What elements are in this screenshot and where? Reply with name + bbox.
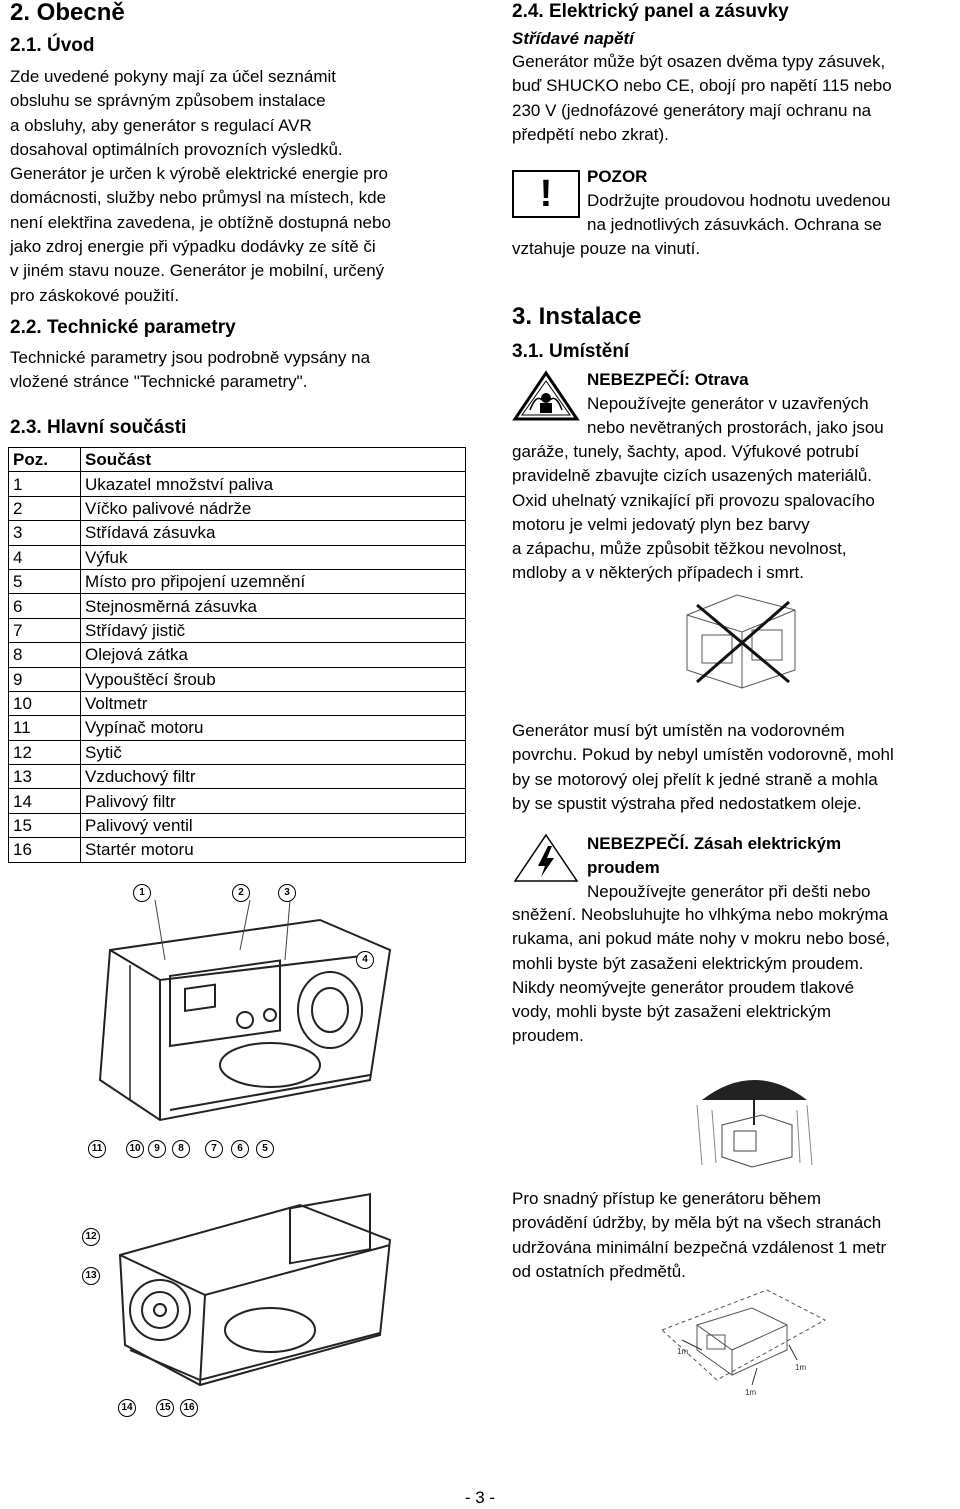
cell-part: Ukazatel množství paliva	[81, 472, 466, 496]
section-2-4-title: 2.4. Elektrický panel a zásuvky	[512, 1, 789, 22]
table-row	[9, 618, 466, 642]
pozor-text	[587, 189, 957, 238]
danger-line: mohli byste být zasaženi elektrickým proudem.	[512, 953, 864, 973]
header-part: Součást	[81, 448, 466, 472]
cell-position: 1	[9, 472, 81, 496]
access-paragraph	[512, 1187, 957, 1284]
cell-part: Palivový filtr	[81, 789, 466, 813]
electric-shock-warning-icon	[512, 832, 580, 884]
danger-poison-title: NEBEZPEČÍ: Otrava	[587, 370, 749, 389]
danger-line: pravidelně zbavujte cizích usazených materiálů.	[512, 466, 873, 486]
table-row	[9, 569, 466, 593]
callout-13: 13	[82, 1267, 100, 1285]
access-line: udržována minimální bezpečná vzdálenost 1 metr	[512, 1237, 887, 1257]
table-row	[9, 740, 466, 764]
danger-poison-indented	[587, 392, 957, 441]
level-line: povrchu. Pokud by nebyl umístěn vodorovně, mohl	[512, 745, 894, 765]
danger-poison-text	[512, 440, 957, 586]
technical-line: Technické parametry jsou podrobně vypsány na	[10, 348, 371, 367]
danger-line: nebo nevětraných prostorách, jako jsou	[587, 418, 884, 438]
cell-position: 5	[9, 569, 81, 593]
cell-position: 13	[9, 765, 81, 789]
clearance-label: 1m	[677, 1347, 689, 1356]
cell-position: 6	[9, 594, 81, 618]
cell-position: 15	[9, 813, 81, 837]
cell-position: 4	[9, 545, 81, 569]
cell-position: 7	[9, 618, 81, 642]
pozor-tail	[512, 237, 700, 261]
table-row	[9, 521, 466, 545]
clearance-label: 1m	[745, 1388, 757, 1397]
cell-part: Palivový ventil	[81, 813, 466, 837]
danger-shock-title-line: proudem	[587, 858, 660, 877]
table-row	[9, 765, 466, 789]
callout-5: 5	[256, 1140, 274, 1158]
table-row	[9, 789, 466, 813]
generator-front-illustration	[70, 880, 400, 1160]
callout-7: 7	[205, 1140, 223, 1158]
danger-shock-title	[587, 832, 841, 880]
callout-14: 14	[118, 1399, 136, 1417]
danger-line: Oxid uhelnatý vznikající při provozu spalovacího	[512, 490, 875, 510]
cell-position: 12	[9, 740, 81, 764]
cell-position: 8	[9, 643, 81, 667]
page-number: - 3 -	[464, 1488, 496, 1507]
technical-paragraph	[10, 346, 480, 395]
table-row	[9, 667, 466, 691]
ac-line: předpětí nebo zkrat).	[512, 124, 669, 144]
intro-paragraph	[10, 65, 480, 308]
callout-1: 1	[133, 884, 151, 902]
pozor-line: Dodržujte proudovou hodnotu uvedenou	[587, 191, 891, 210]
table-row	[9, 545, 466, 569]
intro-line: pro záskokové použití.	[10, 285, 180, 305]
intro-line: domácnosti, služby nebo průmysl na místech, kde	[10, 188, 387, 208]
danger-shock-text	[512, 903, 957, 1049]
technical-line: vložené stránce "Technické parametry".	[10, 372, 308, 392]
intro-line: a obsluhy, aby generátor s regulací AVR	[10, 115, 312, 135]
cell-part: Olejová zátka	[81, 643, 466, 667]
cell-part: Vypínač motoru	[81, 716, 466, 740]
parts-table	[8, 447, 466, 863]
pozor-line: vztahuje pouze na vinutí.	[512, 239, 701, 258]
danger-line: vody, mohli byste být zasaženi elektrickým	[512, 1002, 832, 1022]
cell-position: 2	[9, 496, 81, 520]
cell-position: 3	[9, 521, 81, 545]
callout-11: 11	[88, 1140, 106, 1158]
danger-line: rukama, ani pokud máte nohy v mokru nebo bosé,	[512, 929, 890, 949]
intro-line: dosahoval optimálních provozních výsledků.	[10, 139, 343, 159]
section-3-1-title: 3.1. Umístění	[512, 341, 630, 362]
table-row	[9, 643, 466, 667]
callout-12: 12	[82, 1228, 100, 1246]
cell-part: Startér motoru	[81, 838, 466, 862]
cell-position: 11	[9, 716, 81, 740]
level-line: Generátor musí být umístěn na vodorovném	[512, 721, 845, 740]
callout-9: 9	[148, 1140, 166, 1158]
cell-part: Sytič	[81, 740, 466, 764]
danger-line: garáže, tunely, šachty, apod. Výfukové potrubí	[512, 442, 860, 461]
danger-shock-indented	[587, 880, 957, 904]
section-2-2-title: 2.2. Technické parametry	[10, 317, 236, 338]
pozor-title: POZOR	[587, 167, 648, 186]
danger-line: proudem.	[512, 1026, 584, 1046]
closed-space-prohibited-illustration	[677, 590, 802, 690]
cell-part: Vypouštěcí šroub	[81, 667, 466, 691]
callout-10: 10	[126, 1140, 144, 1158]
level-line: by se spustit výstraha před nedostatkem oleje.	[512, 793, 862, 813]
callout-4: 4	[356, 951, 374, 969]
intro-line: jako zdroj energie při výpadku dodávky ze sítě či	[10, 237, 376, 257]
cell-part: Místo pro připojení uzemnění	[81, 569, 466, 593]
section-2-1-title: 2.1. Úvod	[10, 35, 95, 56]
cell-part: Vzduchový filtr	[81, 765, 466, 789]
callout-2: 2	[232, 884, 250, 902]
callout-3: 3	[278, 884, 296, 902]
generator-rear-illustration	[110, 1185, 400, 1395]
poison-warning-icon	[512, 370, 580, 422]
intro-line: v jiném stavu nouze. Generátor je mobilní, určený	[10, 261, 385, 281]
ac-line: 230 V (jednofázové generátory mají ochranu na	[512, 100, 872, 120]
cell-part: Střídavý jistič	[81, 618, 466, 642]
table-row	[9, 813, 466, 837]
callout-8: 8	[172, 1140, 190, 1158]
cell-part: Voltmetr	[81, 691, 466, 715]
danger-shock-title-line: NEBEZPEČÍ. Zásah elektrickým	[587, 834, 842, 853]
danger-line: Nepoužívejte generátor při dešti nebo	[587, 882, 871, 901]
intro-line: Zde uvedené pokyny mají za účel seznámit	[10, 67, 337, 86]
intro-line: Generátor je určen k výrobě elektrické energie pro	[10, 164, 388, 184]
header-position: Poz.	[9, 448, 81, 472]
intro-line: není elektřina zavedena, je obtížně dostupná nebo	[10, 212, 391, 232]
cell-part: Výfuk	[81, 545, 466, 569]
table-row	[9, 691, 466, 715]
table-row	[9, 838, 466, 862]
section-3-title: 3. Instalace	[512, 303, 642, 330]
access-line: provádění údržby, by měla být na všech stranách	[512, 1213, 882, 1233]
cell-position: 9	[9, 667, 81, 691]
cell-part: Střídavá zásuvka	[81, 521, 466, 545]
access-line: od ostatních předmětů.	[512, 1261, 686, 1281]
level-line: by se motorový olej přelít k jedné straně a mohla	[512, 769, 878, 789]
callout-15: 15	[156, 1399, 174, 1417]
intro-line: obsluhu se správným způsobem instalace	[10, 91, 326, 111]
ac-line: buď SHUCKO nebo CE, obojí pro napětí 115 nebo	[512, 76, 892, 96]
callout-16: 16	[180, 1399, 198, 1417]
danger-line: Nikdy neomývejte generátor proudem tlakové	[512, 977, 855, 997]
warning-exclamation-icon: !	[512, 170, 580, 218]
table-row	[9, 594, 466, 618]
danger-line: sněžení. Neobsluhujte ho vlhkýma nebo mokrýma	[512, 905, 889, 924]
rain-umbrella-illustration	[692, 1065, 817, 1170]
cell-position: 14	[9, 789, 81, 813]
clearance-illustration	[657, 1280, 827, 1410]
cell-position: 10	[9, 691, 81, 715]
danger-line: a zápachu, může způsobit těžkou nevolnost,	[512, 539, 847, 559]
ac-line: Generátor může být osazen dvěma typy zásuvek,	[512, 52, 886, 71]
callout-6: 6	[231, 1140, 249, 1158]
ac-voltage-subtitle: Střídavé napětí	[512, 29, 634, 48]
pozor-line: na jednotlivých zásuvkách. Ochrana se	[587, 215, 882, 235]
table-row	[9, 496, 466, 520]
level-surface-paragraph	[512, 719, 960, 816]
danger-line: Nepoužívejte generátor v uzavřených	[587, 394, 869, 413]
access-line: Pro snadný přístup ke generátoru během	[512, 1189, 822, 1208]
table-row	[9, 472, 466, 496]
ac-voltage-paragraph	[512, 50, 957, 147]
danger-line: motoru je velmi jedovatý plyn bez barvy	[512, 514, 810, 534]
danger-line: mdloby a v některých případech i smrt.	[512, 563, 804, 583]
section-2-3-title: 2.3. Hlavní součásti	[10, 417, 187, 438]
table-header-row	[9, 448, 466, 472]
cell-part: Stejnosměrná zásuvka	[81, 594, 466, 618]
cell-part: Víčko palivové nádrže	[81, 496, 466, 520]
section-2-title: 2. Obecně	[10, 0, 125, 26]
table-row	[9, 716, 466, 740]
clearance-label: 1m	[795, 1363, 807, 1372]
cell-position: 16	[9, 838, 81, 862]
